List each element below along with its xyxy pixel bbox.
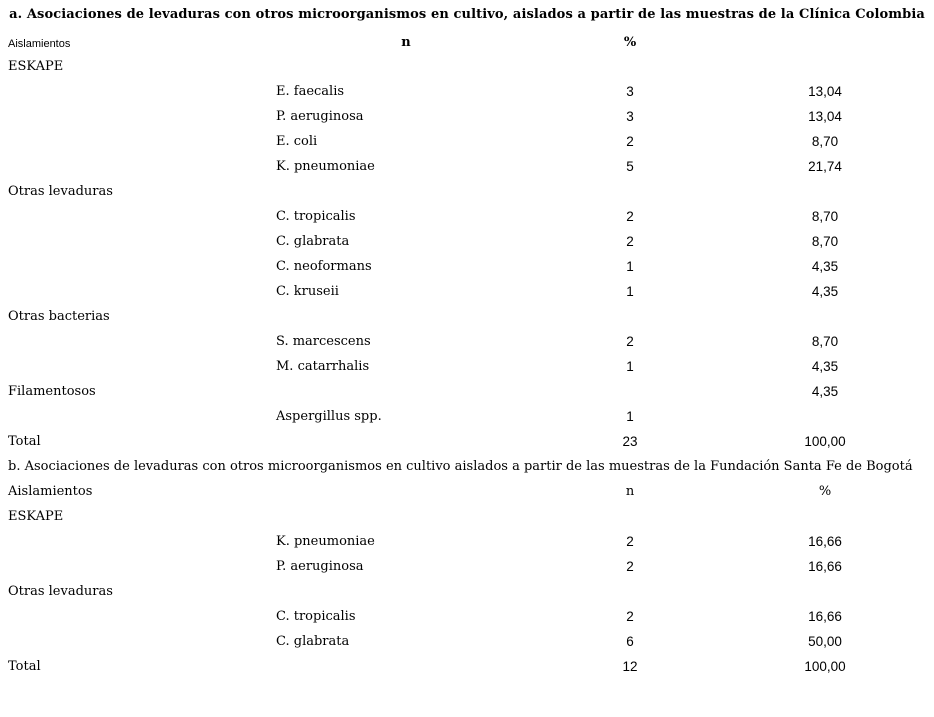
table-row	[0, 559, 934, 584]
table-a-header	[0, 35, 934, 60]
row-pct-value: 4,35	[811, 359, 839, 374]
table-b-header	[0, 484, 934, 509]
row-n-value: 2	[626, 534, 634, 549]
row-n-value: 1	[626, 284, 634, 299]
row-pct-value: 16,66	[808, 559, 842, 574]
table-row	[0, 584, 934, 609]
row-pct-value: 8,70	[811, 334, 839, 349]
row-pct-value: 21,74	[808, 159, 842, 174]
row-organism-name: C. tropicalis	[276, 209, 356, 224]
table-row	[0, 334, 934, 359]
table-row	[0, 384, 934, 409]
row-organism-name: K. pneumoniae	[276, 159, 375, 174]
table-row	[0, 634, 934, 659]
row-n-value: 2	[626, 334, 634, 349]
table-row	[0, 659, 934, 684]
row-pct-value: 4,35	[811, 284, 839, 299]
row-n-value: 2	[626, 234, 634, 249]
table-row	[0, 284, 934, 309]
row-group-label: Total	[8, 434, 41, 449]
row-group-label: ESKAPE	[8, 59, 64, 74]
row-organism-name: P. aeruginosa	[276, 109, 364, 124]
row-organism-name: E. faecalis	[276, 84, 345, 99]
row-n-value: 1	[626, 359, 634, 374]
table-row	[0, 84, 934, 109]
row-n-value: 6	[626, 634, 634, 649]
row-n-value: 23	[622, 434, 638, 449]
table-row	[0, 159, 934, 184]
row-n-value: 2	[626, 609, 634, 624]
row-pct-value: 8,70	[811, 234, 839, 249]
row-organism-name: P. aeruginosa	[276, 559, 364, 574]
row-pct-value: 4,35	[811, 259, 839, 274]
table-row	[0, 109, 934, 134]
table-row	[0, 509, 934, 534]
row-group-label: Otras levaduras	[8, 584, 113, 599]
row-organism-name: E. coli	[276, 134, 318, 149]
row-organism-name: C. neoformans	[276, 259, 372, 274]
row-organism-name: Aspergillus spp.	[276, 409, 382, 424]
row-pct-value: 16,66	[808, 534, 842, 549]
header-pct: %	[818, 484, 832, 499]
table-row	[0, 434, 934, 459]
row-group-label: Total	[8, 659, 41, 674]
header-aislamientos: Aislamientos	[8, 484, 93, 499]
row-organism-name: C. glabrata	[276, 234, 350, 249]
row-pct-value: 16,66	[808, 609, 842, 624]
row-organism-name: C. glabrata	[276, 634, 350, 649]
table-b-title-row	[0, 459, 934, 484]
table-row	[0, 184, 934, 209]
row-organism-name: S. marcescens	[276, 334, 371, 349]
table-row	[0, 609, 934, 634]
row-n-value: 12	[622, 659, 638, 674]
header-n: n	[625, 484, 635, 499]
row-organism-name: C. tropicalis	[276, 609, 356, 624]
table-row	[0, 59, 934, 84]
row-n-value: 1	[626, 259, 634, 274]
row-group-label: Filamentosos	[8, 384, 96, 399]
row-group-label: ESKAPE	[8, 509, 64, 524]
table-row	[0, 259, 934, 284]
table-row	[0, 409, 934, 434]
header-pct: %	[623, 35, 637, 50]
table-row	[0, 134, 934, 159]
row-pct-value: 13,04	[808, 109, 842, 124]
table-row	[0, 209, 934, 234]
row-n-value: 2	[626, 209, 634, 224]
row-n-value: 3	[626, 109, 634, 124]
row-pct-value: 8,70	[811, 134, 839, 149]
row-organism-name: C. kruseii	[276, 284, 339, 299]
row-group-label: Otras bacterias	[8, 309, 110, 324]
row-n-value: 2	[626, 559, 634, 574]
header-aislamientos: Aislamientos	[8, 38, 71, 50]
table-row	[0, 309, 934, 334]
table-a-title: a. Asociaciones de levaduras con otros microorganismos en cultivo, aislados a partir de las muestras de la Clínica Colombia	[9, 7, 925, 22]
row-pct-value: 13,04	[808, 84, 842, 99]
table-row	[0, 534, 934, 559]
row-pct-value: 8,70	[811, 209, 839, 224]
row-pct-value: 50,00	[808, 634, 842, 649]
header-n: n	[401, 35, 411, 50]
table-row	[0, 234, 934, 259]
row-organism-name: M. catarrhalis	[276, 359, 370, 374]
table-row	[0, 359, 934, 384]
row-n-value: 5	[626, 159, 634, 174]
row-pct-value: 100,00	[804, 659, 846, 674]
table-b-title: b. Asociaciones de levaduras con otros microorganismos en cultivo aislados a partir de las muestras de la Fundación Santa Fe de Bogotá	[8, 459, 913, 474]
row-n-value: 3	[626, 84, 634, 99]
row-pct-value: 100,00	[804, 434, 846, 449]
row-n-value: 2	[626, 134, 634, 149]
row-group-label: Otras levaduras	[8, 184, 113, 199]
row-organism-name: K. pneumoniae	[276, 534, 375, 549]
row-n-value: 1	[626, 409, 634, 424]
row-pct-value: 4,35	[811, 384, 839, 399]
